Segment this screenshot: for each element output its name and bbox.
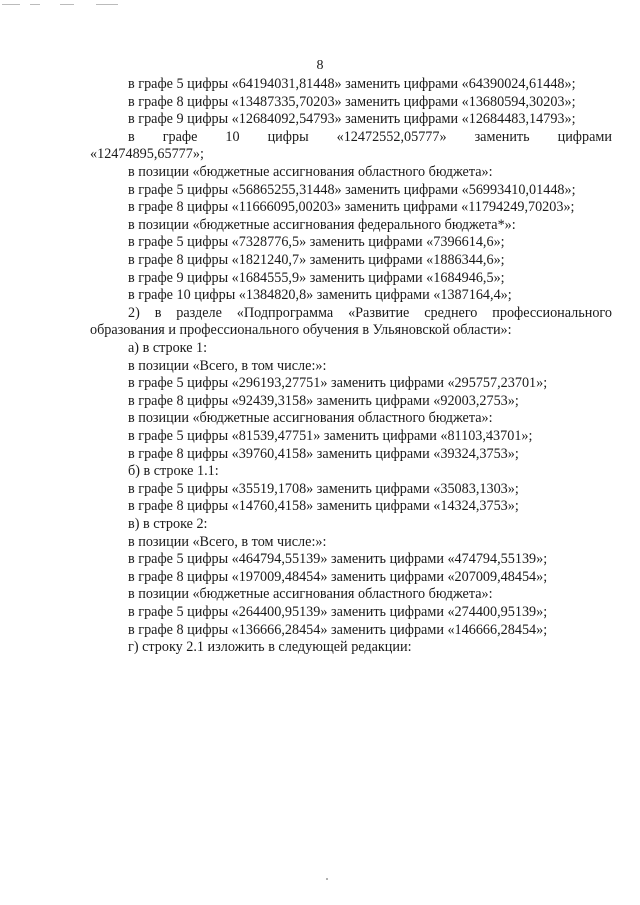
text-line: в позиции «бюджетные ассигнования областного бюджета»: xyxy=(128,410,493,427)
text-line: в графе 8 цифры «197009,48454» заменить цифрами «207009,48454»; xyxy=(128,568,548,585)
text-line: в графе 10 цифры «1384820,8» заменить цифрами «1387164,4»; xyxy=(128,287,512,304)
text-line: в графе 8 цифры «39760,4158» заменить цифрами «39324,3753»; xyxy=(128,445,519,462)
word: 2) xyxy=(128,304,140,321)
text-line: в позиции «Всего, в том числе:»: xyxy=(128,357,327,374)
text-line: б) в строке 1.1: xyxy=(128,463,219,480)
scan-artifact xyxy=(30,4,40,5)
word: в xyxy=(154,304,162,321)
word: «Развитие xyxy=(348,304,410,321)
scan-speck xyxy=(326,878,328,880)
word: среднего xyxy=(424,304,478,321)
text-line: в графе 8 цифры «136666,28454» заменить цифрами «146666,28454»; xyxy=(128,621,548,638)
text-line: в графе 9 цифры «1684555,9» заменить цифрами «1684946,5»; xyxy=(128,269,505,286)
text-line: в позиции «Всего, в том числе:»: xyxy=(128,533,327,550)
word: «Подпрограмма xyxy=(236,304,334,321)
text-line: в графе 5 цифры «464794,55139» заменить цифрами «474794,55139»; xyxy=(128,551,548,568)
text-line: в графе 8 цифры «11666095,00203» заменить цифрами «11794249,70203»; xyxy=(128,199,575,216)
scan-artifact xyxy=(96,4,118,5)
text-line xyxy=(128,128,612,146)
word: разделе xyxy=(176,304,222,321)
word: заменить xyxy=(474,128,530,145)
word: профессионального xyxy=(492,304,612,321)
text-line: «12474895,65777»; xyxy=(90,146,204,163)
text-line: в позиции «бюджетные ассигнования областного бюджета»: xyxy=(128,586,493,603)
text-line: в графе 8 цифры «14760,4158» заменить цифрами «14324,3753»; xyxy=(128,498,519,515)
text-line: в позиции «бюджетные ассигнования областного бюджета»: xyxy=(128,164,493,180)
scan-artifact xyxy=(60,4,74,5)
text-line: в графе 5 цифры «35519,1708» заменить цифрами «35083,1303»; xyxy=(128,480,519,497)
word: цифрами xyxy=(557,128,612,145)
text-line: в графе 9 цифры «12684092,54793» заменить цифрами «12684483,14793»; xyxy=(128,111,576,128)
text-line: а) в строке 1: xyxy=(128,340,208,356)
text-line: в позиции «бюджетные ассигнования федерального бюджета*»: xyxy=(128,216,516,233)
text-line: в графе 5 цифры «7328776,5» заменить цифрами «7396614,6»; xyxy=(128,234,505,251)
text-line: в графе 8 цифры «1821240,7» заменить цифрами «1886344,6»; xyxy=(128,252,505,268)
text-line: образования и профессионального обучения в Ульяновской области»: xyxy=(90,322,512,339)
text-line: в графе 5 цифры «64194031,81448» заменить цифрами «64390024,61448»; xyxy=(128,76,576,92)
scan-artifact xyxy=(2,4,20,5)
text-line: в графе 5 цифры «56865255,31448» заменить цифрами «56993410,01448»; xyxy=(128,181,576,198)
text-line: в графе 8 цифры «92439,3158» заменить цифрами «92003,2753»; xyxy=(128,392,519,409)
text-line: в графе 8 цифры «13487335,70203» заменить цифрами «13680594,30203»; xyxy=(128,93,576,110)
text-line: г) строку 2.1 изложить в следующей редакции: xyxy=(128,639,412,656)
word: «12472552,05777» xyxy=(336,128,447,145)
text-line: в графе 5 цифры «264400,95139» заменить цифрами «274400,95139»; xyxy=(128,604,548,620)
text-line: в) в строке 2: xyxy=(128,516,208,532)
text-line: в графе 5 цифры «81539,47751» заменить цифрами «81103,43701»; xyxy=(128,428,533,444)
word: 10 xyxy=(225,128,240,145)
word: графе xyxy=(162,128,198,145)
text-line: в графе 5 цифры «296193,27751» заменить цифрами «295757,23701»; xyxy=(128,375,548,392)
word: в xyxy=(128,128,135,145)
page-number: 8 xyxy=(316,58,324,73)
word: цифры xyxy=(267,128,309,145)
text-line xyxy=(128,304,612,322)
